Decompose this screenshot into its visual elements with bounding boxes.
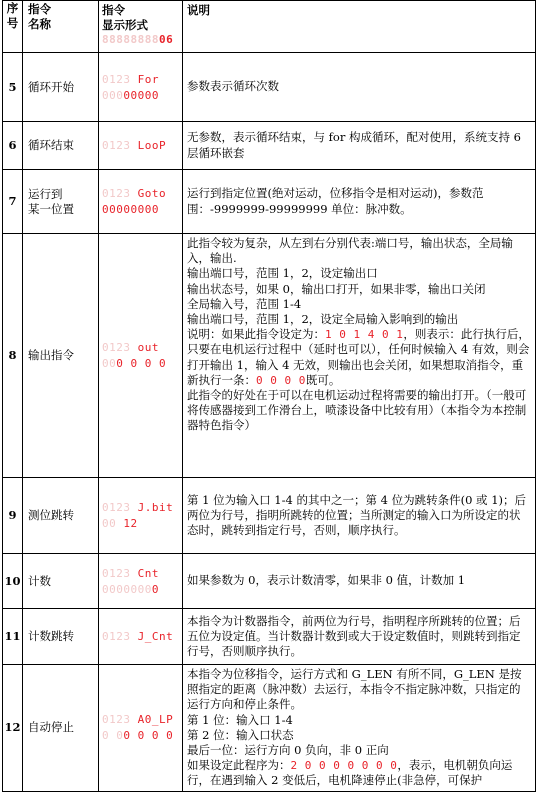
header-sample-ghost: 88888888: [102, 33, 159, 46]
segment-display-line2: [102, 203, 179, 216]
desc-part: 此指令较为复杂，从左到右分别代表:端口号，输出状态，全局输入，输出. 输出端口号，范围 1，2，设定输出口 输出状态号，如果 0，输出口打开，如果非零，输出口关闭 全局输入号，范围 1-4 输出端口号，范围 1，2，设定全局输入影响到的输出 说明：如果此指令设定为：: [187, 236, 513, 342]
row-name: 自动停止: [23, 665, 99, 792]
row-display: [99, 478, 183, 554]
row-no: 9: [3, 478, 23, 554]
desc-part: 既可。 此指令的好处在于可以在电机运动过程将需要的输出打开。（一般可将传感器接到工作滑台上，喷漆设备中比较有用）（本指令为本控制器特色指令）: [187, 372, 527, 433]
table-row: [3, 554, 536, 609]
seg-lit: 0 0 0 0: [123, 729, 174, 743]
inline-segment-display: 1 0 1 4 0 1: [325, 328, 404, 342]
row-no: 7: [3, 170, 23, 234]
row-display: [99, 170, 183, 234]
seg-ghost: 0123: [102, 139, 131, 152]
segment-display-line1: [102, 341, 179, 354]
inline-segment-display: 0 0 0 0: [256, 373, 306, 387]
instruction-table: [2, 0, 536, 792]
table-row: [3, 609, 536, 665]
row-name: 输出指令: [23, 234, 99, 478]
row-description: [183, 665, 536, 792]
segment-display-line1: [102, 713, 179, 726]
row-no: 11: [3, 609, 23, 665]
seg-ghost: 0 0: [102, 729, 124, 743]
seg-ghost: 0123: [102, 72, 131, 86]
seg-lit: 00000000: [102, 203, 159, 216]
seg-lit: 0 0 0 0: [116, 357, 167, 370]
seg-lit: For: [137, 72, 159, 86]
row-display: [99, 609, 183, 665]
row-display: [99, 665, 183, 792]
table-row: [3, 234, 536, 478]
inline-segment-display: 2 0 0 0 0 0 0 0: [290, 759, 398, 773]
segment-display-line2: [102, 517, 179, 530]
row-no: 8: [3, 234, 23, 478]
row-description: 无参数，表示循环结束，与 for 构成循环，配对使用，系统支持 6 层循环嵌套: [183, 122, 536, 170]
segment-display-line2: [102, 729, 179, 742]
row-display: [99, 234, 183, 478]
row-no: 6: [3, 122, 23, 170]
row-name: 循环结束: [23, 122, 99, 170]
seg-ghost: 00: [102, 357, 117, 370]
segment-display-line1: [102, 567, 179, 580]
seg-ghost: 0123: [102, 713, 131, 727]
header-sample-lit: 06: [158, 33, 174, 46]
segment-display-line1: [102, 139, 179, 152]
seg-lit: 12: [123, 517, 138, 530]
segment-display-line1: [102, 501, 179, 514]
seg-lit: Cnt: [137, 566, 159, 580]
header-display: [99, 1, 183, 53]
seg-ghost: 0123: [102, 630, 131, 643]
seg-ghost: 00: [102, 517, 117, 530]
row-description: 运行到指定位置(绝对运动，位移指令是相对运动)，参数范围：-9999999-99999999 单位：脉冲数。: [183, 170, 536, 234]
segment-display-line1: [102, 630, 179, 643]
seg-ghost: 0123: [102, 341, 131, 354]
segment-display-line1: [102, 73, 179, 86]
segment-display-line2: [102, 583, 179, 596]
row-name: 计数跳转: [23, 609, 99, 665]
seg-ghost: 000: [102, 88, 124, 102]
header-name: 指令 名称: [23, 1, 99, 53]
row-display: [99, 122, 183, 170]
table-row: [3, 170, 536, 234]
seg-lit: A0_LP: [137, 713, 174, 727]
seg-lit: LooP: [137, 139, 167, 152]
segment-display-line1: [102, 187, 179, 200]
row-display: [99, 554, 183, 609]
seg-lit: 0: [151, 582, 159, 596]
desc-part: ，表示，电机朝负向运行，在遇到输入 2 变低后，电机降速停止(非急停，可保护: [187, 758, 513, 788]
row-description: 本指令为计数器指令，前两位为行号，指明程序所跳转的位置；后五位为设定值。当计数器计数到或大于设定数值时，则跳转到指定行号，否则顺序执行。: [183, 609, 536, 665]
header-desc: 说明: [183, 1, 536, 53]
row-no: 10: [3, 554, 23, 609]
seg-ghost: 0123: [102, 187, 131, 200]
row-description: 如果参数为 0，表示计数清零，如果非 0 值，计数加 1: [183, 554, 536, 609]
seg-lit: 00000: [123, 88, 159, 102]
row-name: 测位跳转: [23, 478, 99, 554]
seg-lit: J_Cnt: [137, 630, 174, 643]
table-row: [3, 53, 536, 122]
row-description: [183, 234, 536, 478]
row-no: 12: [3, 665, 23, 792]
seg-lit: J.bit: [137, 501, 174, 514]
row-name: 计数: [23, 554, 99, 609]
desc-part: ，则表示：此行执行后，只要在电机运行过程中（延时也可以），任何时候输入 4 有效，则会打开输出 1，输入 4 无效，则输出也会关闭，如果想取消指令，重新执行一条：: [187, 327, 530, 387]
table-row: [3, 122, 536, 170]
table-header-row: [3, 1, 536, 53]
seg-ghost: 0123: [102, 501, 131, 514]
header-display-label: 指令 显示形式: [102, 3, 148, 32]
seg-ghost: 0123: [102, 566, 131, 580]
row-name: 运行到 某一位置: [23, 170, 99, 234]
segment-display-line2: [102, 357, 179, 370]
row-description: 参数表示循环次数: [183, 53, 536, 122]
row-description: 第 1 位为输入口 1-4 的其中之一；第 4 位为跳转条件(0 或 1)；后两位为行号，指明所跳转的位置；当所测定的输入口为所设定的状态时，跳转到指定行号，否则，顺序执行。: [183, 478, 536, 554]
seg-lit: out: [137, 341, 159, 354]
header-display-sample: [102, 33, 179, 46]
header-no: 序 号: [3, 1, 23, 53]
row-name: 循环开始: [23, 53, 99, 122]
row-display: [99, 53, 183, 122]
segment-display-line2: [102, 89, 179, 102]
seg-lit: Goto: [137, 187, 167, 200]
table-row: [3, 478, 536, 554]
table-row: [3, 665, 536, 792]
desc-part: 本指令为位移指令，运行方式和 G_LEN 有所不同，G_LEN 是按照指定的距离（脉冲数）去运行，本指令不指定脉冲数，只指定的运行方向和停止条件。 第 1 位：输入口 1-4 第 2 位：输入口状态 最后一位：运行方向 0 负向，非 0 正向 如果设定此程序为：: [187, 667, 522, 773]
row-no: 5: [3, 53, 23, 122]
seg-ghost: 0000000: [102, 582, 152, 596]
